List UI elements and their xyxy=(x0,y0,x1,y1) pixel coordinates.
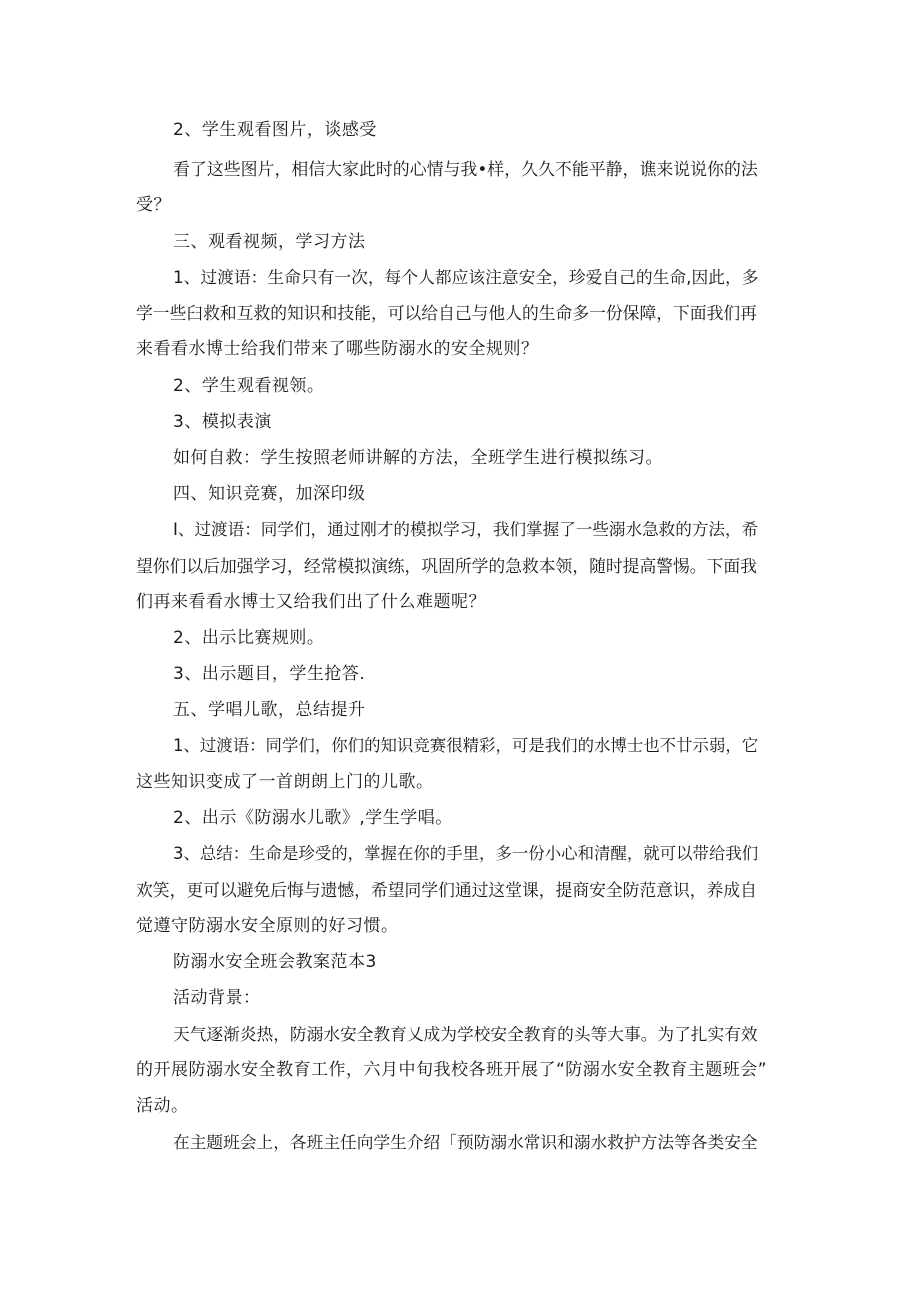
paragraph-line: 觉遵守防溺水安全原则的好习惯。 xyxy=(136,916,399,936)
paragraph-line: 来看看水博士给我们带来了哪些防溺水的安全规则？ xyxy=(136,339,539,359)
paragraph-line: 欢笑，更可以避免后悔与遗憾，希望同学们通过这堂课，提商安全防范意识，养成自 xyxy=(136,880,757,900)
paragraph-line: 3、总结：生命是珍受的，掌握在你的手里，多一份小心和清醒，就可以带给我们 xyxy=(173,844,759,863)
list-item-step-2: 2、学生观看图片，谈感受 xyxy=(173,120,377,140)
paragraph-line: 如何自救：学生按照老师讲解的方法，全班学生进行模拟练习。 xyxy=(173,448,663,468)
paragraph-line: 在主题班会上，各班主任向学生介绍「预防溺水常识和溺水救护方法等各类安全 xyxy=(173,1132,758,1152)
paragraph-line: I、过渡语：同学们，通过刚才的模拟学习，我们掌握了一些溺水急救的方法，希 xyxy=(173,520,759,539)
paragraph-line: 们再来看看水博士又给我们出了什么难题呢？ xyxy=(136,592,486,612)
section-heading-4: 四、知识竞赛，加深印级 xyxy=(173,484,366,504)
paragraph-line: 受？ xyxy=(136,195,171,215)
list-item-step-3: 3、出示题目，学生抢答. xyxy=(173,664,366,684)
paragraph-line: 学一些臼救和互救的知识和技能，可以给自己与他人的生命多一份保障，下面我们再 xyxy=(136,303,757,323)
paragraph-line: 活动。 xyxy=(136,1096,189,1116)
list-item-step-2: 2、出示《防溺水儿歌》,学生学唱。 xyxy=(173,808,453,828)
document-title: 防溺水安全班会教案范本3 xyxy=(173,952,377,972)
paragraph-line: 1、过渡语：生命只有一次，每个人都应该注意安全，珍爱自己的生命,因此，多 xyxy=(173,267,759,287)
section-heading-3: 三、观看视频，学习方法 xyxy=(173,232,366,252)
paragraph-line: 1、过渡语：同学们，你们的知识竞赛很精彩，可是我们的水博士也不廿示弱，它 xyxy=(173,736,759,755)
paragraph-line: 的开展防溺水安全教育工作，六月中旬我校各班开展了“防溺水安全教育主题班会” xyxy=(136,1060,768,1080)
subheading: 活动背景： xyxy=(173,988,261,1008)
paragraph-line: 望你们以后加强学习，经常模拟演练，巩固所学的急救本领，随时提高警惕。下面我 xyxy=(136,556,757,576)
list-item-step-3: 3、模拟表演 xyxy=(173,412,272,432)
paragraph-line: 天气逐渐炎热，防溺水安全教育乂成为学校安全教育的头等大事。为了扎实有效 xyxy=(173,1024,758,1044)
section-heading-5: 五、学唱儿歌，总结提升 xyxy=(173,700,366,720)
paragraph-line: 看了这些图片，相信大家此时的心情与我•样，久久不能平静，谯来说说你的法 xyxy=(173,159,758,179)
list-item-step-2: 2、学生观看视领。 xyxy=(173,376,325,396)
list-item-step-2: 2、出示比赛规则。 xyxy=(173,628,325,648)
paragraph-line: 这些知识变成了一首朗朗上门的儿歌。 xyxy=(136,772,434,792)
